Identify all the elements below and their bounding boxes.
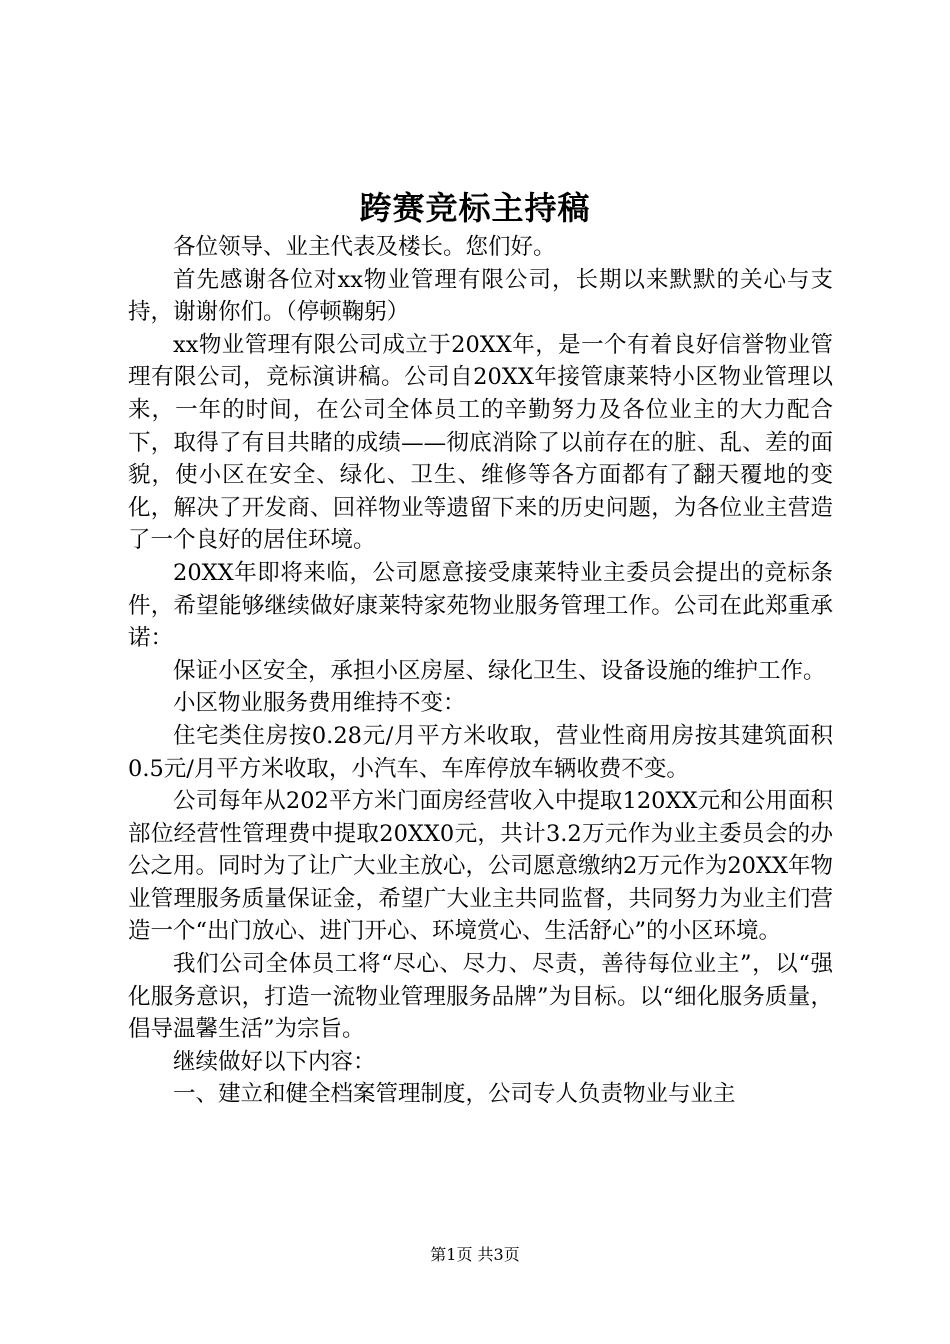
paragraph-thanks: 首先感谢各位对xx物业管理有限公司，长期以来默默的关心与支持，谢谢你们。（停顿鞠躬） <box>128 266 833 326</box>
paragraph-funding: 公司每年从202平方米门面房经营收入中提取120XX元和公用面积部位经营性管理费中提取20XX0元，共计3.2万元作为业主委员会的办公之用。同时为了让广大业主放心，公司愿意缴纳2万元作为20XX年物业管理服务质量保证金，希望广大业主共同监督，共同努力为业主们营造一个“出门放心、进门开心、环境赏心、生活舒心”的小区环境。 <box>128 788 833 945</box>
paragraph-bid-commitment: 20XX年即将来临，公司愿意接受康莱特业主委员会提出的竞标条件，希望能够继续做好康莱特家苑物业服务管理工作。公司在此郑重承诺： <box>128 559 833 652</box>
document-title: 跨赛竞标主持稿 <box>359 189 591 227</box>
paragraph-greeting: 各位领导、业主代表及楼长。您们好。 <box>173 234 556 260</box>
page-footer: 第1页 共3页 <box>430 1245 520 1264</box>
document-body <box>128 231 833 1111</box>
paragraph-item-one: 一、建立和健全档案管理制度，公司专人负责物业与业主 <box>173 1081 736 1108</box>
paragraph-safety-guarantee: 保证小区安全，承担小区房屋、绿化卫生、设备设施的维护工作。 <box>173 657 826 684</box>
paragraph-continue: 继续做好以下内容： <box>173 1048 376 1075</box>
paragraph-fee-unchanged: 小区物业服务费用维持不变： <box>173 690 466 717</box>
paragraph-service-goal: 我们公司全体员工将“尽心、尽力、尽责，善待每位业主”，以“强化服务意识，打造一流物业管理服务品牌”为目标。以“细化服务质量，倡导温馨生活”为宗旨。 <box>128 951 833 1043</box>
paragraph-fee-details: 住宅类住房按0.28元/月平方米收取，营业性商用房按其建筑面积0.5元/月平方米收取，小汽车、车库停放车辆收费不变。 <box>128 722 833 782</box>
paragraph-company-intro: xx物业管理有限公司成立于20XX年，是一个有着良好信誉物业管理有限公司，竞标演讲稿。公司自20XX年接管康莱特小区物业管理以来，一年的时间，在公司全体员工的辛勤努力及各位业主的大力配合下，取得了有目共睹的成绩——彻底消除了以前存在的脏、乱、差的面貌，使小区在安全、绿化、卫生、维修等各方面都有了翻天覆地的变化，解决了开发商、回祥物业等遗留下来的历史问题，为各位业主营造了一个良好的居住环境。 <box>128 331 833 554</box>
